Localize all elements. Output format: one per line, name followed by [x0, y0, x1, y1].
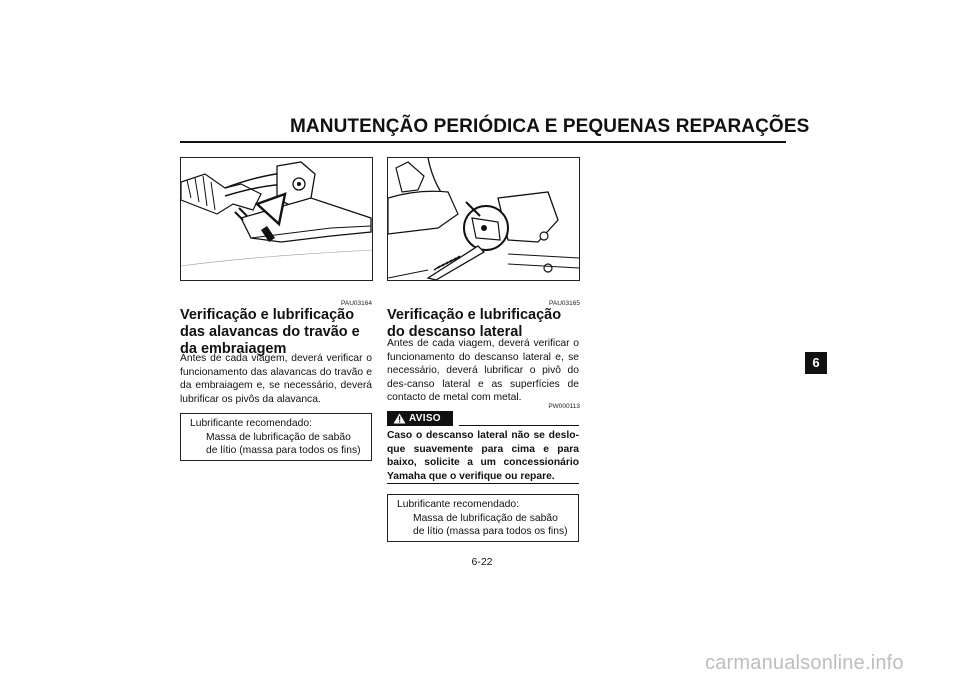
page-number: 6-22 [471, 556, 493, 568]
right-ref-code: PAU03165 [549, 300, 580, 307]
right-lubricant-label: Lubrificante recomendado: [397, 499, 519, 510]
right-body-text: Antes de cada viagem, deverá verificar o funcionamento do descanso lateral e, se necessário, deverá lubrificar o pivô do des-canso lateral e as superfícies de contacto de metal com metal. [387, 338, 579, 404]
right-section-title: Verificação e lubrificação do descanso lateral [387, 307, 562, 340]
chapter-tab: 6 [805, 352, 827, 374]
left-lubricant-label: Lubrificante recomendado: [190, 418, 312, 429]
left-lubricant-value: Massa de lubrificação de sabão de lítio (massa para todos os fins) [206, 431, 361, 457]
warning-rule [459, 425, 579, 426]
warning-ref-code: PW000113 [548, 403, 580, 410]
page-header-title: MANUTENÇÃO PERIÓDICA E PEQUENAS REPARAÇÕES [290, 116, 810, 137]
left-body-text: Antes de cada viagem, deverá verificar o funcionamento das alavancas do travão e da embraiagem e, se necessário, deverá lubrificar os pivôs da alavanca. [180, 353, 372, 405]
left-lubricant-box [180, 413, 372, 461]
warning-label: AVISO [409, 413, 441, 424]
left-section-title: Verificação e lubrificação das alavancas do travão e da embraiagem [180, 307, 360, 357]
side-stand-figure [387, 157, 580, 281]
right-lubricant-box [387, 494, 579, 542]
warning-badge [387, 411, 453, 426]
left-ref-code: PAU03164 [341, 300, 372, 307]
header-rule [180, 141, 786, 143]
brake-lever-figure [180, 157, 373, 281]
warning-header [387, 411, 579, 427]
watermark: carmanualsonline.info [705, 652, 904, 674]
warning-text: Caso o descanso lateral não se deslo-que suavemente para cima e para baixo, solicite a um concessionário Yamaha que o verifique ou repare. [387, 430, 579, 482]
warning-triangle-icon [393, 413, 406, 424]
right-lubricant-value: Massa de lubrificação de sabão de lítio (massa para todos os fins) [413, 512, 568, 538]
warning-bottom-rule [387, 483, 579, 484]
